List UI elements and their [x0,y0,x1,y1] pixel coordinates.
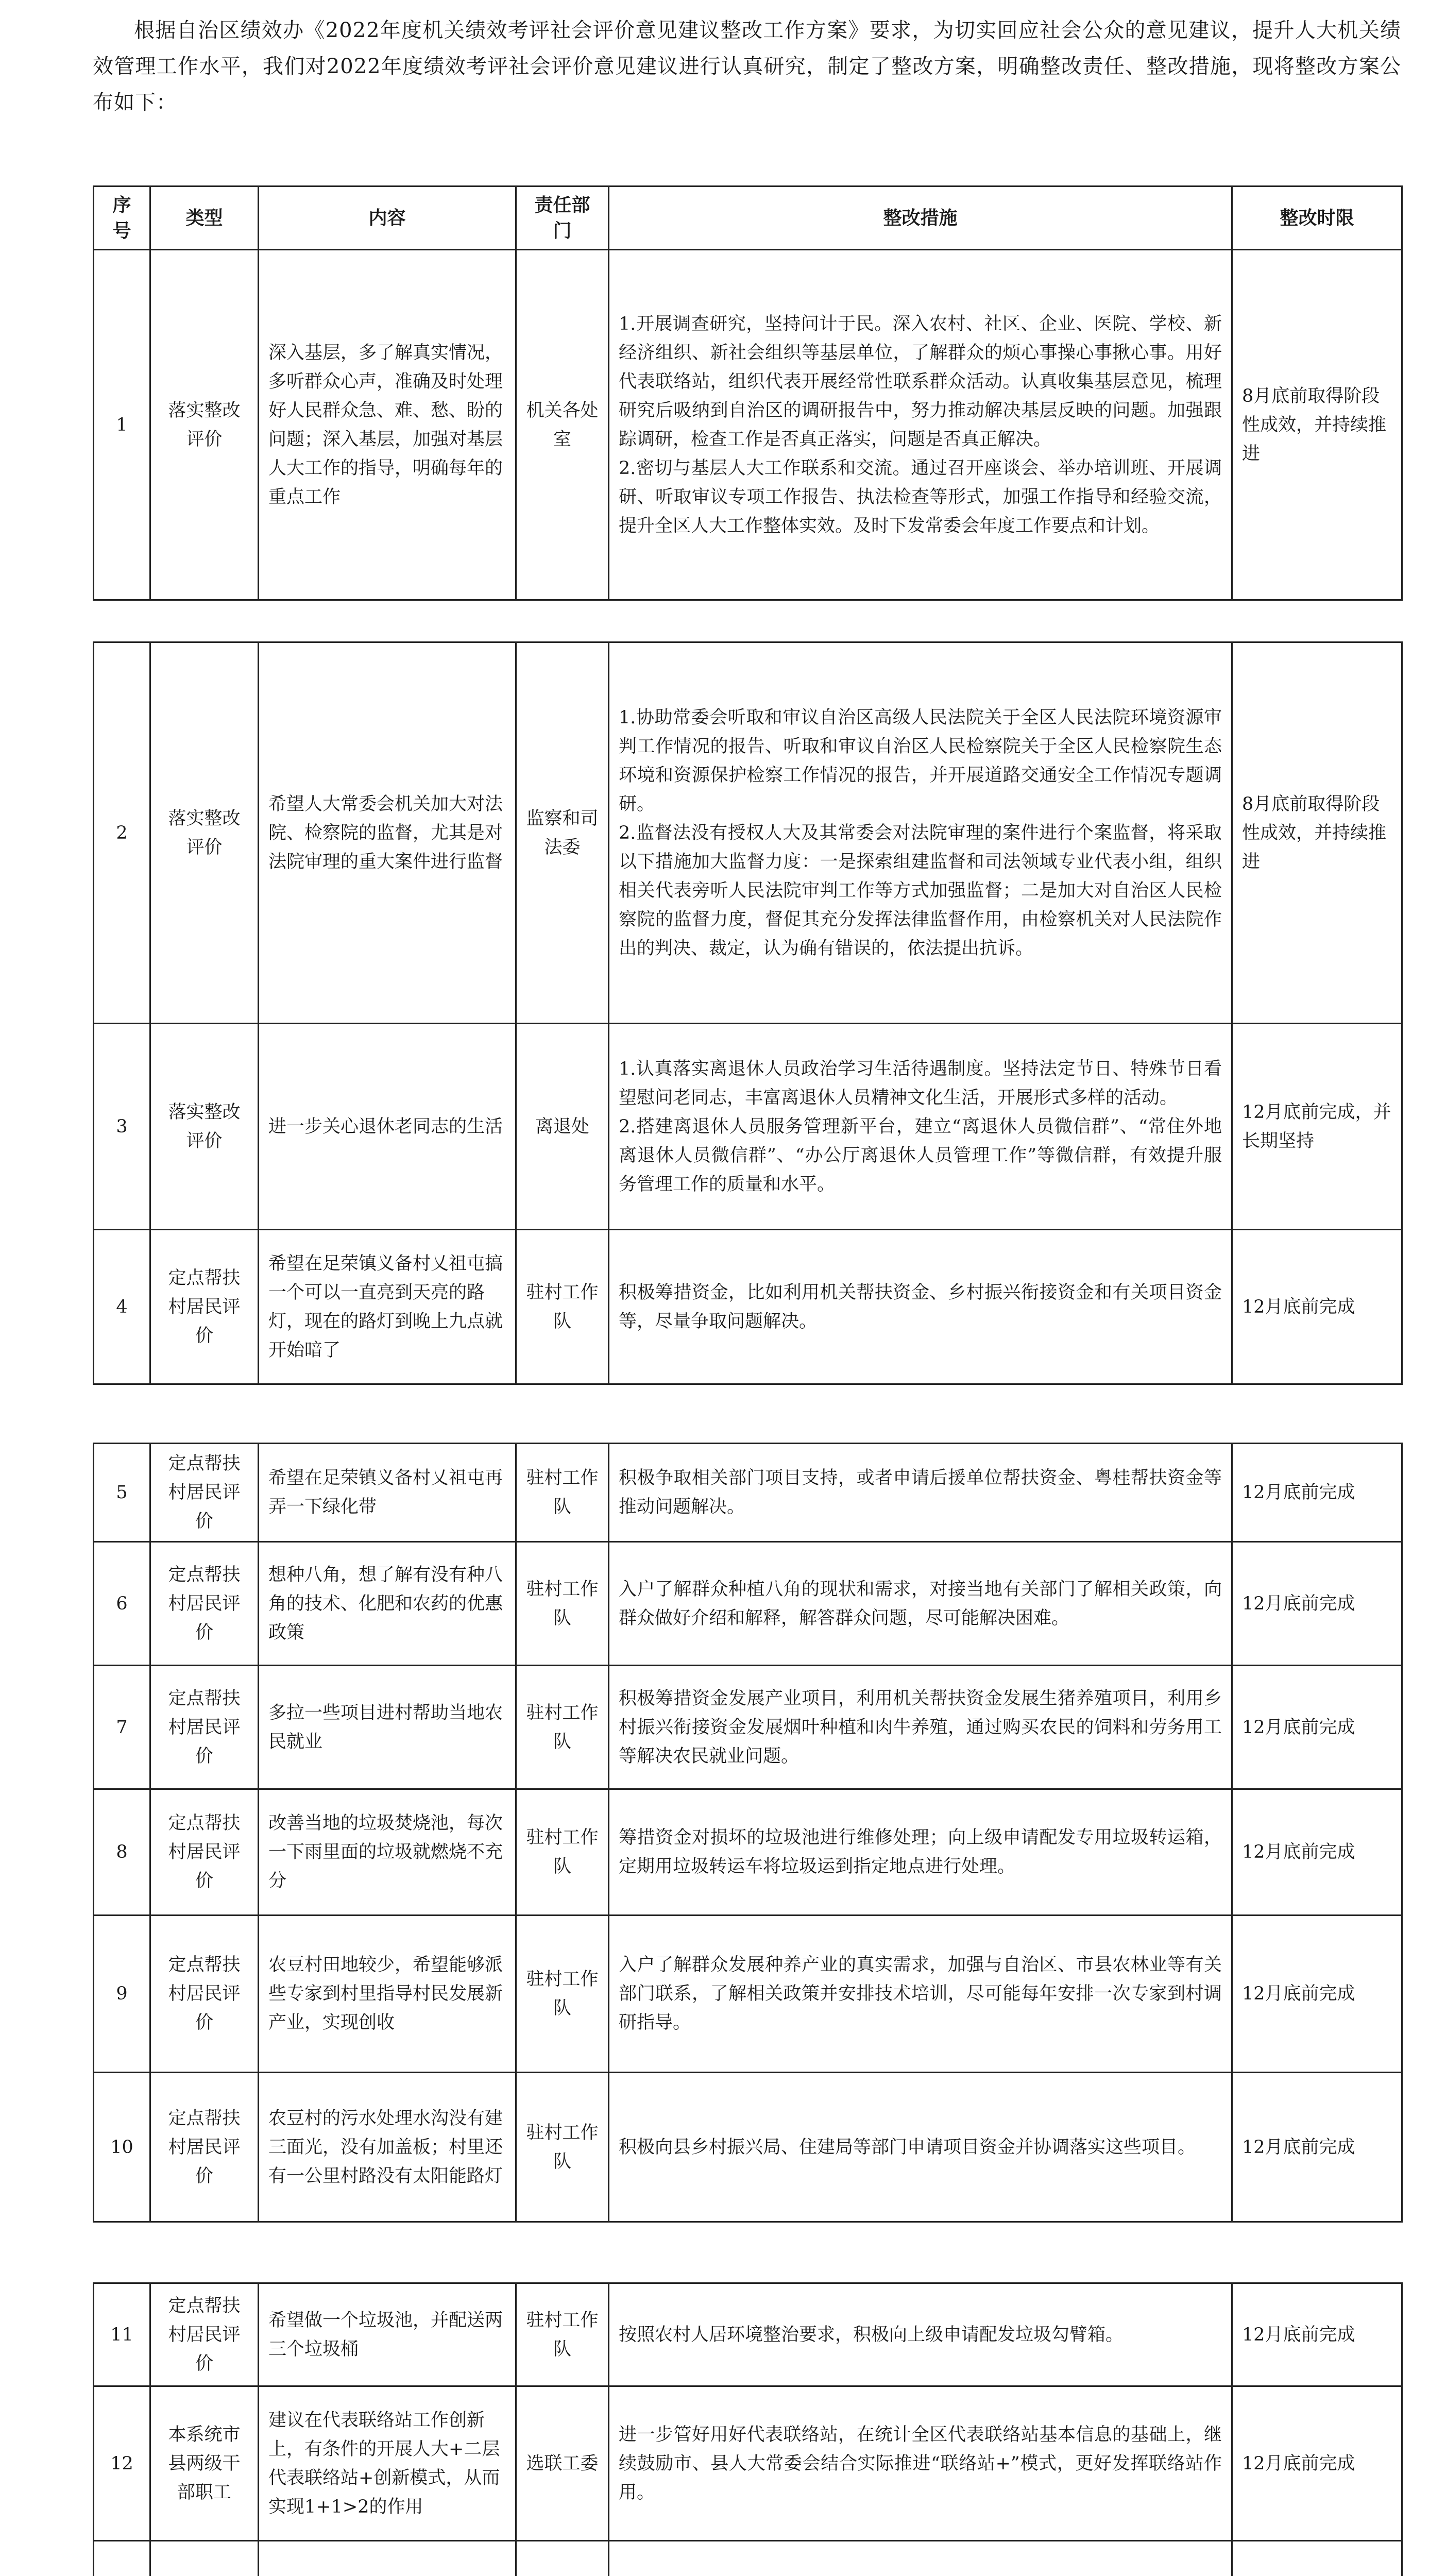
row-measures: 筹措资金对损坏的垃圾池进行维修处理；向上级申请配发专用垃圾转运箱，定期用垃圾转运车将垃圾运到指定地点进行处理。 [609,1789,1232,1916]
header-content: 内容 [259,187,516,250]
row-content: 想种八角，想了解有没有种八角的技术、化肥和农药的优惠政策 [259,1542,516,1666]
row-no: 8 [94,1789,150,1916]
row-deadline [1232,2541,1402,2576]
row-measures: 1.认真落实离退休人员政治学习生活待遇制度。坚持法定节日、特殊节日看望慰问老同志，丰富离退休人员精神文化生活，开展形式多样的活动。 2.搭建离退休人员服务管理新平台，建立“离退休人员微信群”、“常住外地离退休人员微信群”、“办公厅离退休人员管理工作”等微信群，有效提升服务管理工作的质量和水平。 [609,1024,1232,1230]
rectification-table-section-4 [93,2282,1403,2576]
row-content: 希望在足荣镇义备村乂祖屯搞一个可以一直亮到天亮的路灯，现在的路灯到晚上九点就开始暗了 [259,1230,516,1384]
row-measures: 积极向县乡村振兴局、住建局等部门申请项目资金并协调落实这些项目。 [609,2073,1232,2222]
row-dept [516,2541,609,2576]
row-content [259,2541,516,2576]
row-type: 定点帮扶村居民评价 [150,1444,259,1542]
row-deadline: 12月底前完成 [1232,1666,1402,1789]
row-content: 进一步关心退休老同志的生活 [259,1024,516,1230]
row-no: 11 [94,2283,150,2386]
row-measures: 积极争取相关部门项目支持，或者申请后援单位帮扶资金、粤桂帮扶资金等推动问题解决。 [609,1444,1232,1542]
row-no: 5 [94,1444,150,1542]
table-row [94,2541,1402,2576]
row-no: 9 [94,1916,150,2073]
row-content: 改善当地的垃圾焚烧池，每次一下雨里面的垃圾就燃烧不充分 [259,1789,516,1916]
row-no: 7 [94,1666,150,1789]
row-measures: 入户了解群众种植八角的现状和需求，对接当地有关部门了解相关政策，向群众做好介绍和解释，解答群众问题，尽可能解决困难。 [609,1542,1232,1666]
row-no [94,2541,150,2576]
row-measures: 入户了解群众发展种养产业的真实需求，加强与自治区、市县农林业等有关部门联系，了解相关政策并安排技术培训，尽可能每年安排一次专家到村调研指导。 [609,1916,1232,2073]
row-dept: 监察和司法委 [516,642,609,1024]
row-type: 定点帮扶村居民评价 [150,1230,259,1384]
row-dept: 驻村工作队 [516,2073,609,2222]
rectification-table-section-2 [93,641,1403,1385]
row-content: 建议在代表联络站工作创新上，有条件的开展人大+二层代表联络站+创新模式，从而实现1+1>2的作用 [259,2386,516,2541]
table-row [94,1024,1402,1230]
table-row [94,1230,1402,1384]
row-type: 定点帮扶村居民评价 [150,2283,259,2386]
row-deadline: 12月底前完成 [1232,1789,1402,1916]
row-measures [609,2541,1232,2576]
row-type: 定点帮扶村居民评价 [150,1916,259,2073]
row-measures: 积极筹措资金，比如利用机关帮扶资金、乡村振兴衔接资金和有关项目资金等，尽量争取问题解决。 [609,1230,1232,1384]
row-measures: 1.开展调查研究，坚持问计于民。深入农村、社区、企业、医院、学校、新经济组织、新社会组织等基层单位，了解群众的烦心事操心事揪心事。用好代表联络站，组织代表开展经常性联系群众活动。认真收集基层意见，梳理研究后吸纳到自治区的调研报告中，努力推动解决基层反映的问题。加强跟踪调研，检查工作是否真正落实，问题是否真正解决。 2.密切与基层人大工作联系和交流。通过召开座谈会、举办培训班、开展调研、听取审议专项工作报告、执法检查等形式，加强工作指导和经验交流，提升全区人大工作整体实效。及时下发常委会年度工作要点和计划。 [609,250,1232,600]
row-deadline: 12月底前完成 [1232,2073,1402,2222]
row-dept: 驻村工作队 [516,1542,609,1666]
row-dept: 驻村工作队 [516,1666,609,1789]
row-type: 落实整改评价 [150,250,259,600]
table-row [94,642,1402,1024]
table-row [94,1789,1402,1916]
table-row [94,1666,1402,1789]
row-measures: 进一步管好用好代表联络站，在统计全区代表联络站基本信息的基础上，继续鼓励市、县人大常委会结合实际推进“联络站+”模式，更好发挥联络站作用。 [609,2386,1232,2541]
table-header-row [94,187,1402,250]
row-measures: 1.协助常委会听取和审议自治区高级人民法院关于全区人民法院环境资源审判工作情况的报告、听取和审议自治区人民检察院关于全区人民检察院生态环境和资源保护检察工作情况的报告，并开展道路交通安全工作情况专题调研。 2.监督法没有授权人大及其常委会对法院审理的案件进行个案监督，将采取以下措施加大监督力度：一是探索组建监督和司法领域专业代表小组，组织相关代表旁听人民法院审判工作等方式加强监督；二是加大对自治区人民检察院的监督力度，督促其充分发挥法律监督作用，由检察机关对人民法院作出的判决、裁定，认为确有错误的，依法提出抗诉。 [609,642,1232,1024]
table-row [94,2073,1402,2222]
row-type: 定点帮扶村居民评价 [150,1789,259,1916]
row-content: 希望在足荣镇义备村乂祖屯再弄一下绿化带 [259,1444,516,1542]
table-row [94,1916,1402,2073]
row-no: 1 [94,250,150,600]
row-deadline: 12月底前完成 [1232,1230,1402,1384]
row-type: 本系统市县两级干部职工 [150,2386,259,2541]
row-measures: 积极筹措资金发展产业项目，利用机关帮扶资金发展生猪养殖项目，利用乡村振兴衔接资金发展烟叶种植和肉牛养殖，通过购买农民的饲料和劳务用工等解决农民就业问题。 [609,1666,1232,1789]
row-dept: 机关各处室 [516,250,609,600]
intro-paragraph: 根据自治区绩效办《2022年度机关绩效考评社会评价意见建议整改工作方案》要求，为切实回应社会公众的意见建议，提升人大机关绩效管理工作水平，我们对2022年度绩效考评社会评价意见建议进行认真研究，制定了整改方案，明确整改责任、整改措施，现将整改方案公布如下： [93,19,1401,114]
row-type: 落实整改评价 [150,1024,259,1230]
row-type: 定点帮扶村居民评价 [150,2073,259,2222]
row-deadline: 12月底前完成 [1232,1542,1402,1666]
row-no: 3 [94,1024,150,1230]
row-no: 6 [94,1542,150,1666]
row-type: 定点帮扶村居民评价 [150,1542,259,1666]
row-no: 10 [94,2073,150,2222]
row-deadline: 12月底前完成 [1232,1444,1402,1542]
row-dept: 驻村工作队 [516,1230,609,1384]
row-no: 2 [94,642,150,1024]
table-row [94,1542,1402,1666]
row-type: 落实整改评价 [150,642,259,1024]
row-deadline: 8月底前取得阶段性成效，并持续推进 [1232,642,1402,1024]
header-measures: 整改措施 [609,187,1232,250]
row-dept: 驻村工作队 [516,1789,609,1916]
header-no: 序号 [94,187,150,250]
rectification-table-section-3 [93,1443,1403,2223]
row-dept: 驻村工作队 [516,2283,609,2386]
row-deadline: 12月底前完成 [1232,2283,1402,2386]
row-measures: 按照农村人居环境整治要求，积极向上级申请配发垃圾勾臂箱。 [609,2283,1232,2386]
rectification-table-section-1 [93,185,1403,601]
header-type: 类型 [150,187,259,250]
row-deadline: 8月底前取得阶段性成效，并持续推进 [1232,250,1402,600]
row-content: 农豆村田地较少，希望能够派些专家到村里指导村民发展新产业，实现创收 [259,1916,516,2073]
row-type: 定点帮扶村居民评价 [150,1666,259,1789]
row-type [150,2541,259,2576]
header-dept: 责任部门 [516,187,609,250]
row-deadline: 12月底前完成，并长期坚持 [1232,1024,1402,1230]
row-deadline: 12月底前完成 [1232,2386,1402,2541]
row-content: 深入基层，多了解真实情况，多听群众心声，准确及时处理好人民群众急、难、愁、盼的问题；深入基层，加强对基层人大工作的指导，明确每年的重点工作 [259,250,516,600]
row-no: 12 [94,2386,150,2541]
row-content: 希望人大常委会机关加大对法院、检察院的监督，尤其是对法院审理的重大案件进行监督 [259,642,516,1024]
table-row [94,1444,1402,1542]
row-dept: 选联工委 [516,2386,609,2541]
row-dept: 离退处 [516,1024,609,1230]
row-dept: 驻村工作队 [516,1916,609,2073]
row-content: 希望做一个垃圾池，并配送两三个垃圾桶 [259,2283,516,2386]
header-deadline: 整改时限 [1232,187,1402,250]
table-row [94,250,1402,600]
row-no: 4 [94,1230,150,1384]
row-deadline: 12月底前完成 [1232,1916,1402,2073]
row-content: 农豆村的污水处理水沟没有建三面光，没有加盖板；村里还有一公里村路没有太阳能路灯 [259,2073,516,2222]
table-row [94,2386,1402,2541]
table-row [94,2283,1402,2386]
row-content: 多拉一些项目进村帮助当地农民就业 [259,1666,516,1789]
row-dept: 驻村工作队 [516,1444,609,1542]
